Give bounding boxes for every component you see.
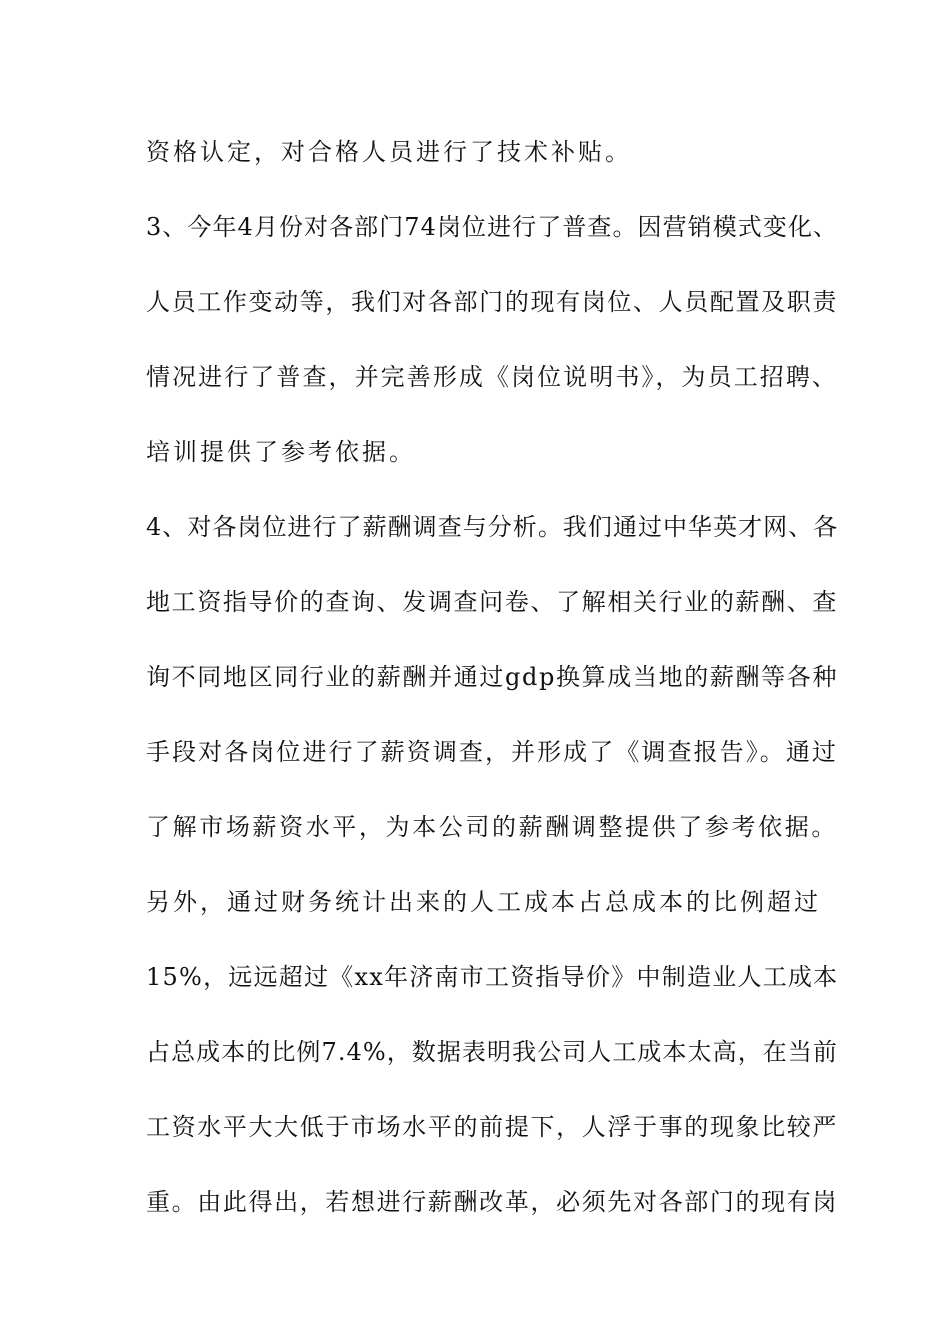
text-line: 3、今年4月份对各部门74岗位进行了普查。因营销模式变化、: [146, 213, 839, 241]
text-line: 地工资指导价的查询、发调查问卷、了解相关行业的薪酬、查: [146, 588, 838, 616]
text-line: 占总成本的比例7.4%，数据表明我公司人工成本太高，在当前: [146, 1038, 838, 1066]
text-line: 培训提供了参考依据。: [146, 438, 416, 466]
text-line: 了解市场薪资水平，为本公司的薪酬调整提供了参考依据。: [146, 813, 838, 841]
text-line: 4、对各岗位进行了薪酬调查与分析。我们通过中华英才网、各: [146, 513, 839, 541]
text-line: 工资水平大大低于市场水平的前提下，人浮于事的现象比较严: [146, 1113, 838, 1141]
text-line: 资格认定，对合格人员进行了技术补贴。: [146, 138, 632, 166]
text-line: 人员工作变动等，我们对各部门的现有岗位、人员配置及职责: [146, 288, 838, 316]
text-line: 手段对各岗位进行了薪资调查，并形成了《调查报告》。通过: [146, 738, 838, 766]
text-line: 情况进行了普查，并完善形成《岗位说明书》，为员工招聘、: [146, 363, 838, 391]
text-line: 另外，通过财务统计出来的人工成本占总成本的比例超过: [146, 888, 821, 916]
text-line: 15%，远远超过《xx年济南市工资指导价》中制造业人工成本: [146, 963, 839, 991]
text-line: 重。由此得出，若想进行薪酬改革，必须先对各部门的现有岗: [146, 1188, 838, 1216]
text-line: 询不同地区同行业的薪酬并通过gdp换算成当地的薪酬等各种: [146, 663, 839, 691]
